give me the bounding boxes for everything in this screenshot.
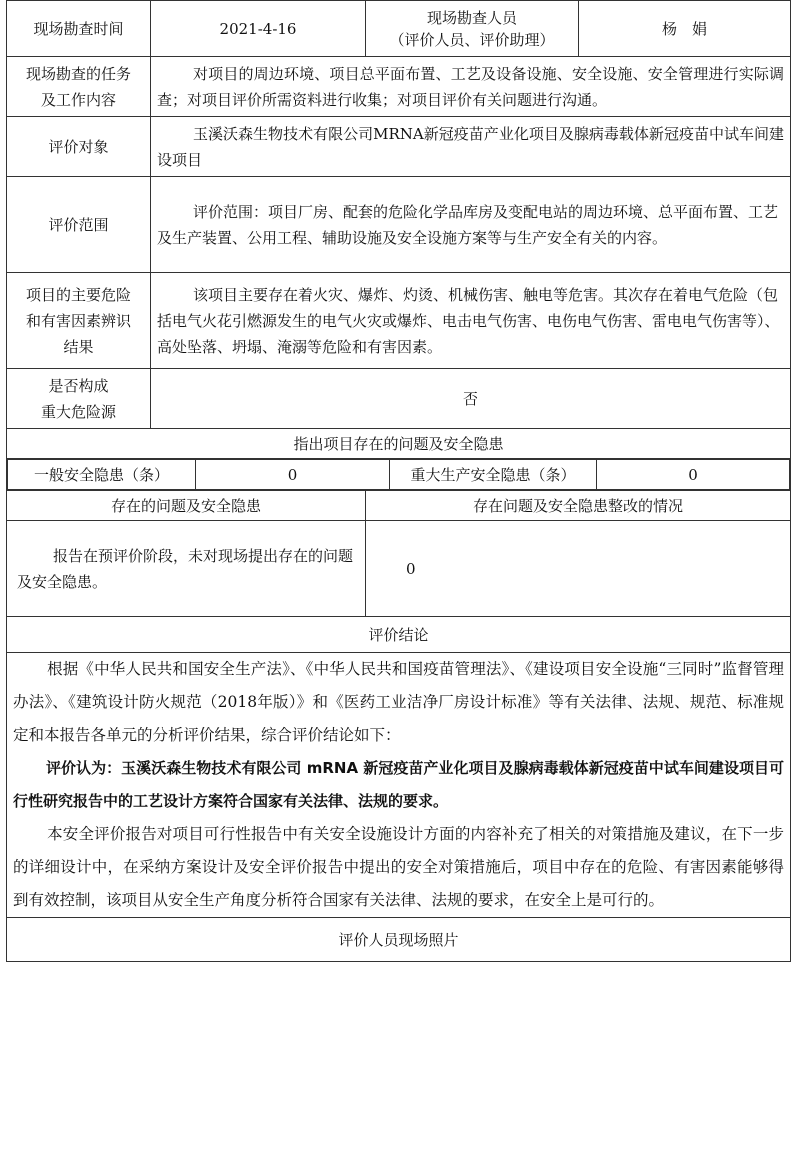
issues-header-row [7,429,791,459]
evaluation-table [6,0,791,962]
major-hazard-value: 0 [597,460,790,490]
conclusion-body [7,653,791,918]
survey-row [7,1,791,57]
hazard-label-line2: 和有害因素辨识 [25,311,131,330]
issues-header: 指出项目存在的问题及安全隐患 [7,429,791,459]
survey-staff-label-line1: 现场勘查人员 [427,8,518,27]
photos-header-row [7,918,791,962]
issues-text: 报告在预评价阶段，未对现场提出存在的问题及安全隐患。 [7,521,366,617]
major-source-label-line1: 是否构成 [48,376,109,395]
major-source-row [7,369,791,429]
task-label [7,57,151,117]
conclusion-row [7,653,791,918]
survey-staff-label-line2: （评价人员、评价助理） [389,30,555,49]
object-text: 玉溪沃森生物技术有限公司MRNA新冠疫苗产业化项目及腺病毒载体新冠疫苗中试车间建设项目 [151,117,791,177]
scope-row [7,177,791,273]
task-label-line2: 及工作内容 [40,90,116,109]
survey-staff-label [366,1,579,57]
task-text: 对项目的周边环境、项目总平面布置、工艺及设备设施、安全设施、安全管理进行实际调查；对项目评价所需资料进行收集；对项目评价有关问题进行沟通。 [151,57,791,117]
issues-column-label: 存在的问题及安全隐患 [7,491,366,521]
survey-time-label: 现场勘查时间 [7,1,151,57]
issues-content-row [7,521,791,617]
major-source-value: 否 [151,369,791,429]
issues-columns-row [7,491,791,521]
major-hazard-label: 重大生产安全隐患（条） [390,460,597,490]
hazard-label-line1: 项目的主要危险 [25,285,131,304]
conclusion-header: 评价结论 [7,617,791,653]
survey-staff-value: 杨 娟 [579,1,791,57]
conclusion-header-row [7,617,791,653]
general-hazard-value: 0 [196,460,390,490]
hazard-row [7,273,791,369]
conclusion-paragraph-1: 根据《中华人民共和国安全生产法》、《中华人民共和国疫苗管理法》、《建设项目安全设施“三同时”监督管理办法》、《建筑设计防火规范（2018年版）》和《医药工业洁净厂房设计标准》等有关法律、法规、规范、标准规定和本报告各单元的分析评价结果，综合评价结论如下： [13,660,785,744]
scope-label: 评价范围 [7,177,151,273]
evaluation-form [6,0,790,962]
object-row [7,117,791,177]
major-source-label [7,369,151,429]
hazard-text: 该项目主要存在着火灾、爆炸、灼烫、机械伤害、触电等危害。其次存在着电气危险（包括电气火花引燃源发生的电气火灾或爆炸、电击电气伤害、电伤电气伤害、雷电电气伤害等）、高处坠落、坍塌、淹溺等危险和有害因素。 [151,273,791,369]
conclusion-paragraph-2: 评价认为：玉溪沃森生物技术有限公司 mRNA 新冠疫苗产业化项目及腺病毒载体新冠疫苗中试车间建设项目可行性研究报告中的工艺设计方案符合国家有关法律、法规的要求。 [13,759,785,810]
photos-header: 评价人员现场照片 [7,918,791,962]
hazard-label [7,273,151,369]
scope-text: 评价范围：项目厂房、配套的危险化学品库房及变配电站的周边环境、总平面布置、工艺及生产装置、公用工程、辅助设施及安全设施方案等与生产安全有关的内容。 [151,177,791,273]
rectify-value: 0 [366,521,791,617]
task-label-line1: 现场勘查的任务 [25,64,131,83]
conclusion-paragraph-3: 本安全评价报告对项目可行性报告中有关安全设施设计方面的内容补充了相关的对策措施及建议，在下一步的详细设计中，在采纳方案设计及安全评价报告中提出的安全对策措施后，项目中存在的危险、有害因素能够得到有效控制，该项目从安全生产角度分析符合国家有关法律、法规的要求，在安全上是可行的。 [13,825,785,909]
object-label: 评价对象 [7,117,151,177]
general-hazard-label: 一般安全隐患（条） [8,460,196,490]
hazard-count-row [7,459,791,491]
rectify-column-label: 存在问题及安全隐患整改的情况 [366,491,791,521]
task-row [7,57,791,117]
major-source-label-line2: 重大危险源 [40,402,116,421]
hazard-label-line3: 结果 [63,337,94,356]
survey-time-value: 2021-4-16 [151,1,366,57]
